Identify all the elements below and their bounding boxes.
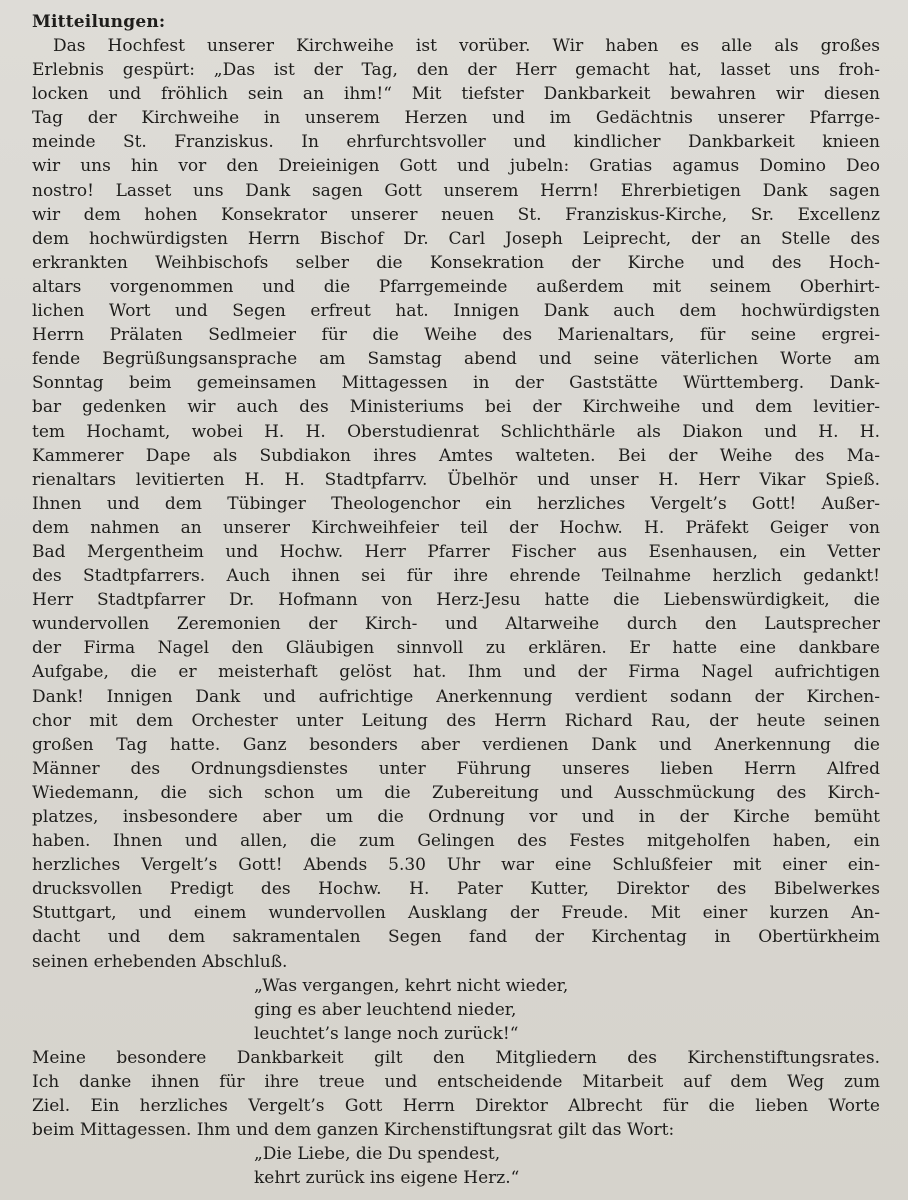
paragraph1-line: lichen Wort und Segen erfreut hat. Innigen Dank auch dem hochwürdigsten	[32, 301, 880, 322]
paragraph1-line: bar gedenken wir auch des Ministeriums bei der Kirchweihe und dem levitier-	[32, 397, 880, 418]
paragraph1-line: haben. Ihnen und allen, die zum Gelingen des Festes mitgeholfen haben, ein	[32, 831, 880, 852]
paragraph2-line: Meine besondere Dankbarkeit gilt den Mitgliedern des Kirchenstiftungsrates.	[32, 1047, 880, 1068]
paragraph1-line: dem nahmen an unserer Kirchweihfeier teil der Hochw. H. Präfekt Geiger von	[32, 517, 880, 538]
paragraph1-line: Stuttgart, und einem wundervollen Ausklang der Freude. Mit einer kurzen An-	[32, 903, 880, 924]
paragraph1-line: Aufgabe, die er meisterhaft gelöst hat. Ihm und der Firma Nagel aufrichtigen	[32, 662, 880, 683]
paragraph1-line: chor mit dem Orchester unter Leitung des Herrn Richard Rau, der heute seinen	[32, 710, 880, 731]
paragraph1-line: Tag der Kirchweihe in unserem Herzen und im Gedächtnis unserer Pfarrge-	[32, 108, 880, 129]
verse-1	[32, 974, 880, 1046]
paragraph2-line: beim Mittagessen. Ihm und dem ganzen Kirchenstiftungsrat gilt das Wort:	[32, 1120, 675, 1141]
paragraph2-line: Ziel. Ein herzliches Vergelt’s Gott Herrn Direktor Albrecht für die lieben Worte	[32, 1096, 880, 1117]
paragraph1-line: der Firma Nagel den Gläubigen sinnvoll zu erklären. Er hatte eine dankbare	[32, 638, 880, 659]
paragraph1-line: seinen erhebenden Abschluß.	[32, 951, 288, 972]
paragraph1-line: tem Hochamt, wobei H. H. Oberstudienrat Schlichthärle als Diakon und H. H.	[32, 421, 880, 442]
paragraph1-line: dacht und dem sakramentalen Segen fand der Kirchentag in Obertürkheim	[32, 927, 880, 948]
paragraph1-line: dem hochwürdigsten Herrn Bischof Dr. Carl Joseph Leiprecht, der an Stelle des	[32, 228, 880, 249]
verse1-line: „Was vergangen, kehrt nicht wieder,	[254, 975, 569, 996]
paragraph1-line: wir dem hohen Konsekrator unserer neuen St. Franziskus-Kirche, Sr. Excellenz	[32, 204, 880, 225]
paragraph1-line: Das Hochfest unserer Kirchweihe ist vorüber. Wir haben es alle als großes	[53, 36, 880, 56]
paragraph1-line: drucksvollen Predigt des Hochw. H. Pater Kutter, Direktor des Bibelwerkes	[32, 879, 880, 900]
paragraph1-line: platzes, insbesondere aber um die Ordnung vor und in der Kirche bemüht	[32, 807, 880, 827]
paragraph1-line: Herr Stadtpfarrer Dr. Hofmann von Herz-Jesu hatte die Liebenswürdigkeit, die	[32, 590, 880, 611]
paragraph1-line: rienaltars levitierten H. H. Stadtpfarrv. Übelhör und unser H. Herr Vikar Spieß.	[32, 469, 880, 490]
paragraph1-line: Wiedemann, die sich schon um die Zubereitung und Ausschmückung des Kirch-	[32, 782, 880, 803]
paragraph1-line: Kammerer Dape als Subdiakon ihres Amtes walteten. Bei der Weihe des Ma-	[32, 445, 880, 466]
paragraph1-line: locken und fröhlich sein an ihm!“ Mit tiefster Dankbarkeit bewahren wir diesen	[32, 84, 880, 105]
paragraph1-line: des Stadtpfarrers. Auch ihnen sei für ihre ehrende Teilnahme herzlich gedankt!	[32, 566, 880, 587]
paragraph2-line: Ich danke ihnen für ihre treue und entscheidende Mitarbeit auf dem Weg zum	[32, 1072, 880, 1093]
paragraph1-line: Männer des Ordnungsdienstes unter Führung unseres lieben Herrn Alfred	[32, 758, 880, 779]
paragraph1-line: Herrn Prälaten Sedlmeier für die Weihe des Marienaltars, für seine ergrei-	[32, 325, 880, 346]
paragraph1-line: Sonntag beim gemeinsamen Mittagessen in der Gaststätte Württemberg. Dank-	[32, 373, 880, 394]
paragraph1-line: wundervollen Zeremonien der Kirch- und Altarweihe durch den Lautsprecher	[32, 614, 880, 635]
paragraph1-line: Erlebnis gespürt: „Das ist der Tag, den der Herr gemacht hat, lasset uns froh-	[32, 60, 880, 81]
paragraph1-line: Bad Mergentheim und Hochw. Herr Pfarrer Fischer aus Esenhausen, ein Vetter	[32, 541, 880, 562]
paragraph1-line: Dank! Innigen Dank und aufrichtige Anerkennung verdient sodann der Kirchen-	[32, 686, 880, 707]
paragraph-1	[32, 34, 880, 974]
paragraph1-line: nostro! Lasset uns Dank sagen Gott unserem Herrn! Ehrerbietigen Dank sagen	[32, 180, 880, 201]
paragraph1-line: altars vorgenommen und die Pfarrgemeinde außerdem mit seinem Oberhirt-	[32, 276, 880, 297]
paragraph1-line: fende Begrüßungsansprache am Samstag abend und seine väterlichen Worte am	[32, 349, 880, 370]
paragraph-2	[32, 1046, 880, 1142]
paragraph1-line: herzliches Vergelt’s Gott! Abends 5.30 Uhr war eine Schlußfeier mit einer ein-	[32, 855, 880, 876]
heading: Mitteilungen:	[32, 12, 166, 32]
paragraph1-line: erkrankten Weihbischofs selber die Konsekration der Kirche und des Hoch-	[32, 252, 880, 273]
verse-2	[32, 1142, 880, 1190]
verse2-line: kehrt zurück ins eigene Herz.“	[254, 1168, 520, 1189]
verse2-line: „Die Liebe, die Du spendest,	[254, 1144, 501, 1165]
paragraph1-line: Ihnen und dem Tübinger Theologenchor ein herzliches Vergelt’s Gott! Außer-	[32, 493, 880, 514]
verse1-line: ging es aber leuchtend nieder,	[254, 999, 517, 1020]
paragraph1-line: großen Tag hatte. Ganz besonders aber verdienen Dank und Anerkennung die	[32, 734, 880, 755]
verse1-line: leuchtet’s lange noch zurück!“	[254, 1023, 519, 1044]
paragraph1-line: meinde St. Franziskus. In ehrfurchtsvoller und kindlicher Dankbarkeit knieen	[32, 132, 880, 153]
paragraph1-line: wir uns hin vor den Dreieinigen Gott und jubeln: Gratias agamus Domino Deo	[32, 156, 880, 177]
